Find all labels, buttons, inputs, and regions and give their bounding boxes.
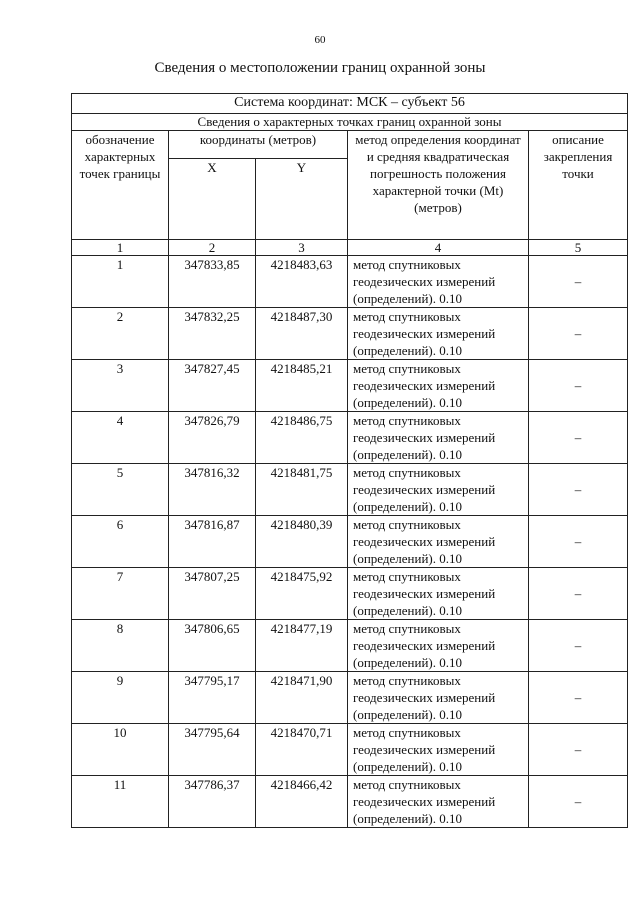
- method-cell: метод спутниковых геодезических измерений (определений). 0.10: [348, 256, 529, 308]
- y-coordinate-cell: 4218481,75: [256, 464, 348, 516]
- column-number: 2: [169, 240, 256, 256]
- table-row: [72, 568, 628, 620]
- x-coordinate-cell: 347832,25: [169, 308, 256, 360]
- method-cell: метод спутниковых геодезических измерений (определений). 0.10: [348, 724, 529, 776]
- x-header: X: [169, 159, 256, 240]
- point-number-cell: 11: [72, 776, 169, 828]
- x-coordinate-cell: 347827,45: [169, 360, 256, 412]
- method-cell: метод спутниковых геодезических измерений (определений). 0.10: [348, 672, 529, 724]
- table-row: [72, 672, 628, 724]
- x-coordinate-cell: 347795,64: [169, 724, 256, 776]
- description-cell: –: [529, 516, 628, 568]
- method-cell: метод спутниковых геодезических измерений (определений). 0.10: [348, 776, 529, 828]
- point-number-cell: 5: [72, 464, 169, 516]
- y-coordinate-cell: 4218466,42: [256, 776, 348, 828]
- x-coordinate-cell: 347807,25: [169, 568, 256, 620]
- column-number: 1: [72, 240, 169, 256]
- table-row: [72, 412, 628, 464]
- y-coordinate-cell: 4218477,19: [256, 620, 348, 672]
- point-number-cell: 3: [72, 360, 169, 412]
- y-coordinate-cell: 4218475,92: [256, 568, 348, 620]
- x-coordinate-cell: 347806,65: [169, 620, 256, 672]
- table-row: [72, 776, 628, 828]
- column-number: 3: [256, 240, 348, 256]
- x-coordinate-cell: 347816,32: [169, 464, 256, 516]
- table-row: [72, 360, 628, 412]
- x-coordinate-cell: 347833,85: [169, 256, 256, 308]
- description-cell: –: [529, 672, 628, 724]
- y-coordinate-cell: 4218480,39: [256, 516, 348, 568]
- method-cell: метод спутниковых геодезических измерений (определений). 0.10: [348, 568, 529, 620]
- description-cell: –: [529, 568, 628, 620]
- description-cell: –: [529, 360, 628, 412]
- description-cell: –: [529, 724, 628, 776]
- point-number-cell: 9: [72, 672, 169, 724]
- point-number-cell: 6: [72, 516, 169, 568]
- method-cell: метод спутниковых геодезических измерений (определений). 0.10: [348, 412, 529, 464]
- point-number-cell: 2: [72, 308, 169, 360]
- method-cell: метод спутниковых геодезических измерений (определений). 0.10: [348, 620, 529, 672]
- method-header: метод определения координат и средняя квадратическая погрешность положения характерной точки (Mt) (метров): [348, 131, 529, 240]
- point-number-cell: 8: [72, 620, 169, 672]
- y-coordinate-cell: 4218486,75: [256, 412, 348, 464]
- table-row: [72, 308, 628, 360]
- point-number-cell: 10: [72, 724, 169, 776]
- section-header: Сведения о характерных точках границ охранной зоны: [72, 114, 628, 131]
- y-coordinate-cell: 4218471,90: [256, 672, 348, 724]
- table-row: [72, 724, 628, 776]
- method-cell: метод спутниковых геодезических измерений (определений). 0.10: [348, 464, 529, 516]
- y-coordinate-cell: 4218487,30: [256, 308, 348, 360]
- description-cell: –: [529, 464, 628, 516]
- document-title: Сведения о местоположении границ охранной зоны: [154, 60, 486, 76]
- y-coordinate-cell: 4218483,63: [256, 256, 348, 308]
- description-cell: –: [529, 412, 628, 464]
- y-coordinate-cell: 4218470,71: [256, 724, 348, 776]
- table-body: [72, 256, 628, 828]
- y-coordinate-cell: 4218485,21: [256, 360, 348, 412]
- column-number-row: [72, 240, 628, 256]
- description-cell: –: [529, 620, 628, 672]
- point-designation-header: обозначение характерных точек границы: [72, 131, 169, 240]
- x-coordinate-cell: 347816,87: [169, 516, 256, 568]
- method-cell: метод спутниковых геодезических измерений (определений). 0.10: [348, 360, 529, 412]
- description-cell: –: [529, 256, 628, 308]
- description-header: описание закрепления точки: [529, 131, 628, 240]
- table-row: [72, 256, 628, 308]
- point-number-cell: 1: [72, 256, 169, 308]
- point-number-cell: 7: [72, 568, 169, 620]
- coordinates-header: координаты (метров): [169, 131, 348, 159]
- boundary-points-table: [71, 93, 628, 828]
- description-cell: –: [529, 308, 628, 360]
- point-number-cell: 4: [72, 412, 169, 464]
- coordinate-system-header: Система координат: МСК – субъект 56: [72, 94, 628, 114]
- table-row: [72, 620, 628, 672]
- table-row: [72, 516, 628, 568]
- system-header-row: [72, 94, 628, 114]
- page-number: 60: [314, 34, 326, 46]
- description-cell: –: [529, 776, 628, 828]
- column-header-row: [72, 131, 628, 159]
- x-coordinate-cell: 347786,37: [169, 776, 256, 828]
- method-cell: метод спутниковых геодезических измерений (определений). 0.10: [348, 308, 529, 360]
- column-number: 5: [529, 240, 628, 256]
- y-header: Y: [256, 159, 348, 240]
- method-cell: метод спутниковых геодезических измерений (определений). 0.10: [348, 516, 529, 568]
- x-coordinate-cell: 347795,17: [169, 672, 256, 724]
- column-number: 4: [348, 240, 529, 256]
- section-header-row: [72, 114, 628, 131]
- x-coordinate-cell: 347826,79: [169, 412, 256, 464]
- table-row: [72, 464, 628, 516]
